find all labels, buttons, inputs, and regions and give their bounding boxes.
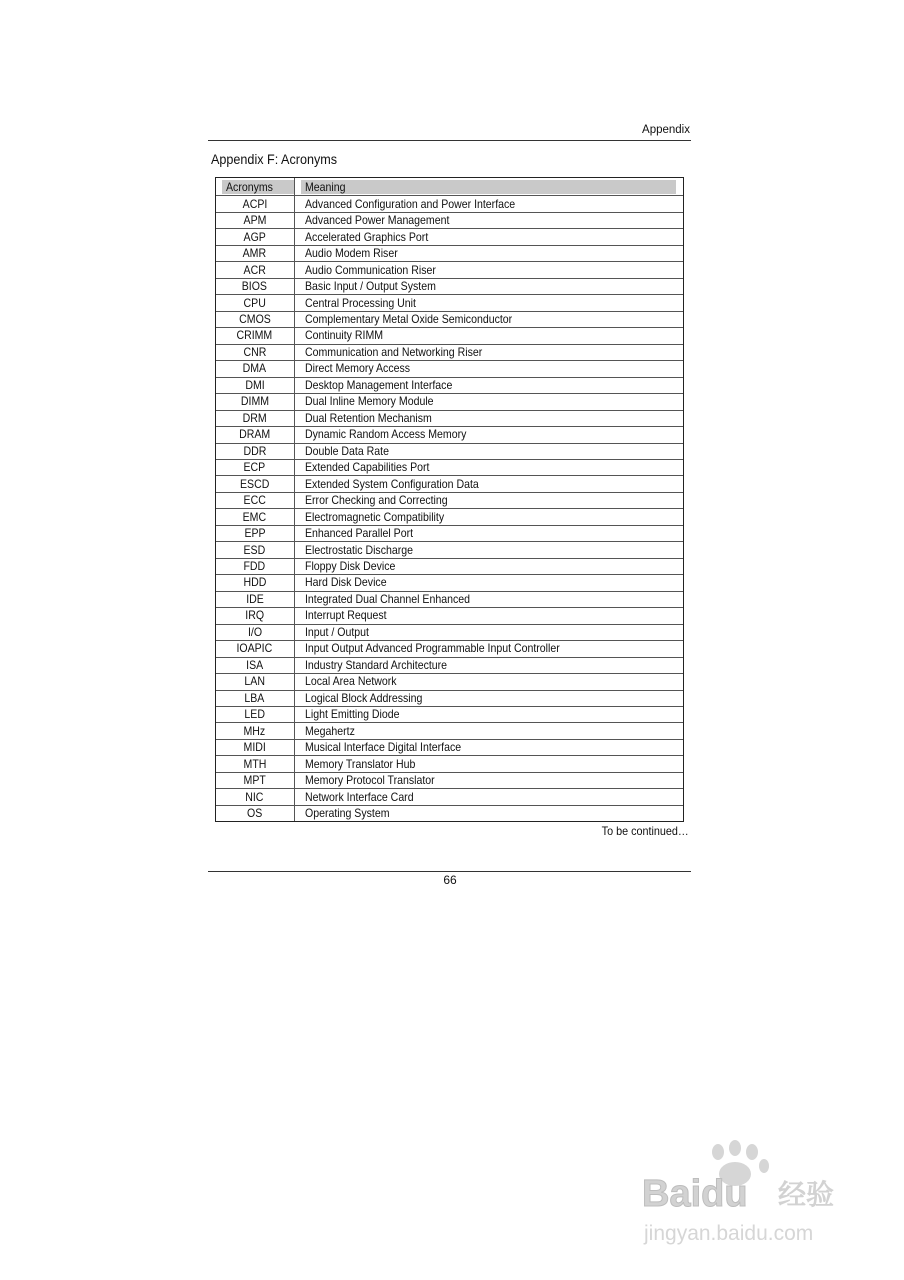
table-row [216,575,683,591]
meaning-cell: Accelerated Graphics Port [294,229,683,245]
table-row [216,344,683,360]
acronym-cell: EMC [216,509,294,525]
meaning-cell: Input / Output [294,624,683,640]
acronym-cell: DRM [216,410,294,426]
meaning-cell: Error Checking and Correcting [294,492,683,508]
acronym-cell: IOAPIC [216,641,294,657]
meaning-cell: Electrostatic Discharge [294,542,683,558]
table-row [216,212,683,228]
meaning-cell: Advanced Configuration and Power Interface [294,196,683,212]
meaning-cell: Audio Modem Riser [294,245,683,261]
table-row [216,361,683,377]
meaning-cell: Direct Memory Access [294,361,683,377]
meaning-cell: Memory Protocol Translator [294,772,683,788]
meaning-cell: Advanced Power Management [294,212,683,228]
acronym-cell: CPU [216,295,294,311]
acronym-cell: APM [216,212,294,228]
meaning-cell: Industry Standard Architecture [294,657,683,673]
acronym-cell: LED [216,707,294,723]
table-row [216,707,683,723]
acronym-cell: BIOS [216,278,294,294]
meaning-cell: Memory Translator Hub [294,756,683,772]
continued-note: To be continued… [601,824,689,838]
table-row [216,542,683,558]
page-number: 66 [443,873,457,887]
running-header: Appendix [642,124,690,136]
table-row [216,443,683,459]
table-row [216,262,683,278]
acronym-cell: CNR [216,344,294,360]
watermark-cn-text: 经验 [778,1178,835,1211]
table-row [216,410,683,426]
meaning-cell: Network Interface Card [294,789,683,805]
meaning-cell: Double Data Rate [294,443,683,459]
acronym-cell: ECP [216,459,294,475]
table-row [216,591,683,607]
acronym-cell: LAN [216,674,294,690]
table-row [216,756,683,772]
baidu-jingyan-watermark [640,1140,860,1260]
table-row [216,459,683,475]
meaning-cell: Continuity RIMM [294,328,683,344]
table-row [216,328,683,344]
acronyms-table [215,177,684,822]
meaning-cell: Megahertz [294,723,683,739]
acronym-cell: DDR [216,443,294,459]
column-header-meaning: Meaning [294,178,683,196]
table-row [216,196,683,212]
meaning-cell: Musical Interface Digital Interface [294,739,683,755]
acronym-cell: AMR [216,245,294,261]
table-row [216,674,683,690]
acronym-cell: ECC [216,492,294,508]
meaning-cell: Basic Input / Output System [294,278,683,294]
meaning-cell: Floppy Disk Device [294,558,683,574]
acronym-cell: MIDI [216,739,294,755]
acronym-cell: I/O [216,624,294,640]
acronym-cell: EPP [216,525,294,541]
acronym-cell: DIMM [216,394,294,410]
acronym-cell: ESD [216,542,294,558]
meaning-cell: Enhanced Parallel Port [294,525,683,541]
watermark-url: jingyan.baidu.com [644,1222,814,1245]
acronym-cell: ESCD [216,476,294,492]
table-row [216,772,683,788]
acronym-cell: FDD [216,558,294,574]
column-header-acronyms: Acronyms [216,178,294,196]
meaning-cell: Dual Retention Mechanism [294,410,683,426]
meaning-cell: Input Output Advanced Programmable Input Controller [294,641,683,657]
acronym-cell: ACR [216,262,294,278]
table-row [216,641,683,657]
meaning-cell: Complementary Metal Oxide Semiconductor [294,311,683,327]
acronym-cell: HDD [216,575,294,591]
acronym-cell: AGP [216,229,294,245]
acronym-cell: CRIMM [216,328,294,344]
table-row [216,295,683,311]
acronym-cell: IRQ [216,608,294,624]
acronym-cell: LBA [216,690,294,706]
footer-rule [208,871,691,872]
acronym-cell: NIC [216,789,294,805]
meaning-cell: Dynamic Random Access Memory [294,427,683,443]
table-row [216,377,683,393]
acronym-cell: IDE [216,591,294,607]
acronym-cell: OS [216,805,294,821]
table-row [216,509,683,525]
acronym-cell: MPT [216,772,294,788]
watermark-brand: Baidu [642,1173,748,1215]
acronym-cell: CMOS [216,311,294,327]
meaning-cell: Light Emitting Diode [294,707,683,723]
acronym-cell: ISA [216,657,294,673]
table-row [216,525,683,541]
meaning-cell: Operating System [304,806,390,821]
table-row [216,739,683,755]
table-row [216,492,683,508]
acronym-cell: ACPI [216,196,294,212]
header-rule [208,140,691,141]
acronym-cell: MTH [216,756,294,772]
table-row [216,608,683,624]
meaning-cell: Communication and Networking Riser [294,344,683,360]
meaning-cell: Central Processing Unit [294,295,683,311]
meaning-cell: Logical Block Addressing [294,690,683,706]
table-row [216,558,683,574]
table-row [216,789,683,805]
meaning-cell: Electromagnetic Compatibility [294,509,683,525]
table-row [216,624,683,640]
meaning-cell: Dual Inline Memory Module [294,394,683,410]
meaning-cell: Local Area Network [294,674,683,690]
meaning-cell: Audio Communication Riser [294,262,683,278]
meaning-cell: Integrated Dual Channel Enhanced [294,591,683,607]
table-row [216,245,683,261]
table-row [216,690,683,706]
meaning-cell: Extended System Configuration Data [294,476,683,492]
acronym-cell: MHz [216,723,294,739]
table-row [216,476,683,492]
acronym-cell: DMI [216,377,294,393]
table-row [216,805,683,821]
table-row [216,657,683,673]
table-row [216,311,683,327]
table-row [216,427,683,443]
acronym-cell: DRAM [216,427,294,443]
table-row [216,278,683,294]
meaning-cell: Interrupt Request [294,608,683,624]
table-header-row [216,178,683,196]
meaning-cell: Hard Disk Device [294,575,683,591]
table-row [216,394,683,410]
meaning-cell: Extended Capabilities Port [294,459,683,475]
table-row [216,723,683,739]
acronym-cell: DMA [216,361,294,377]
table-row [216,229,683,245]
page-title: Appendix F: Acronyms [211,151,338,167]
meaning-cell: Desktop Management Interface [294,377,683,393]
